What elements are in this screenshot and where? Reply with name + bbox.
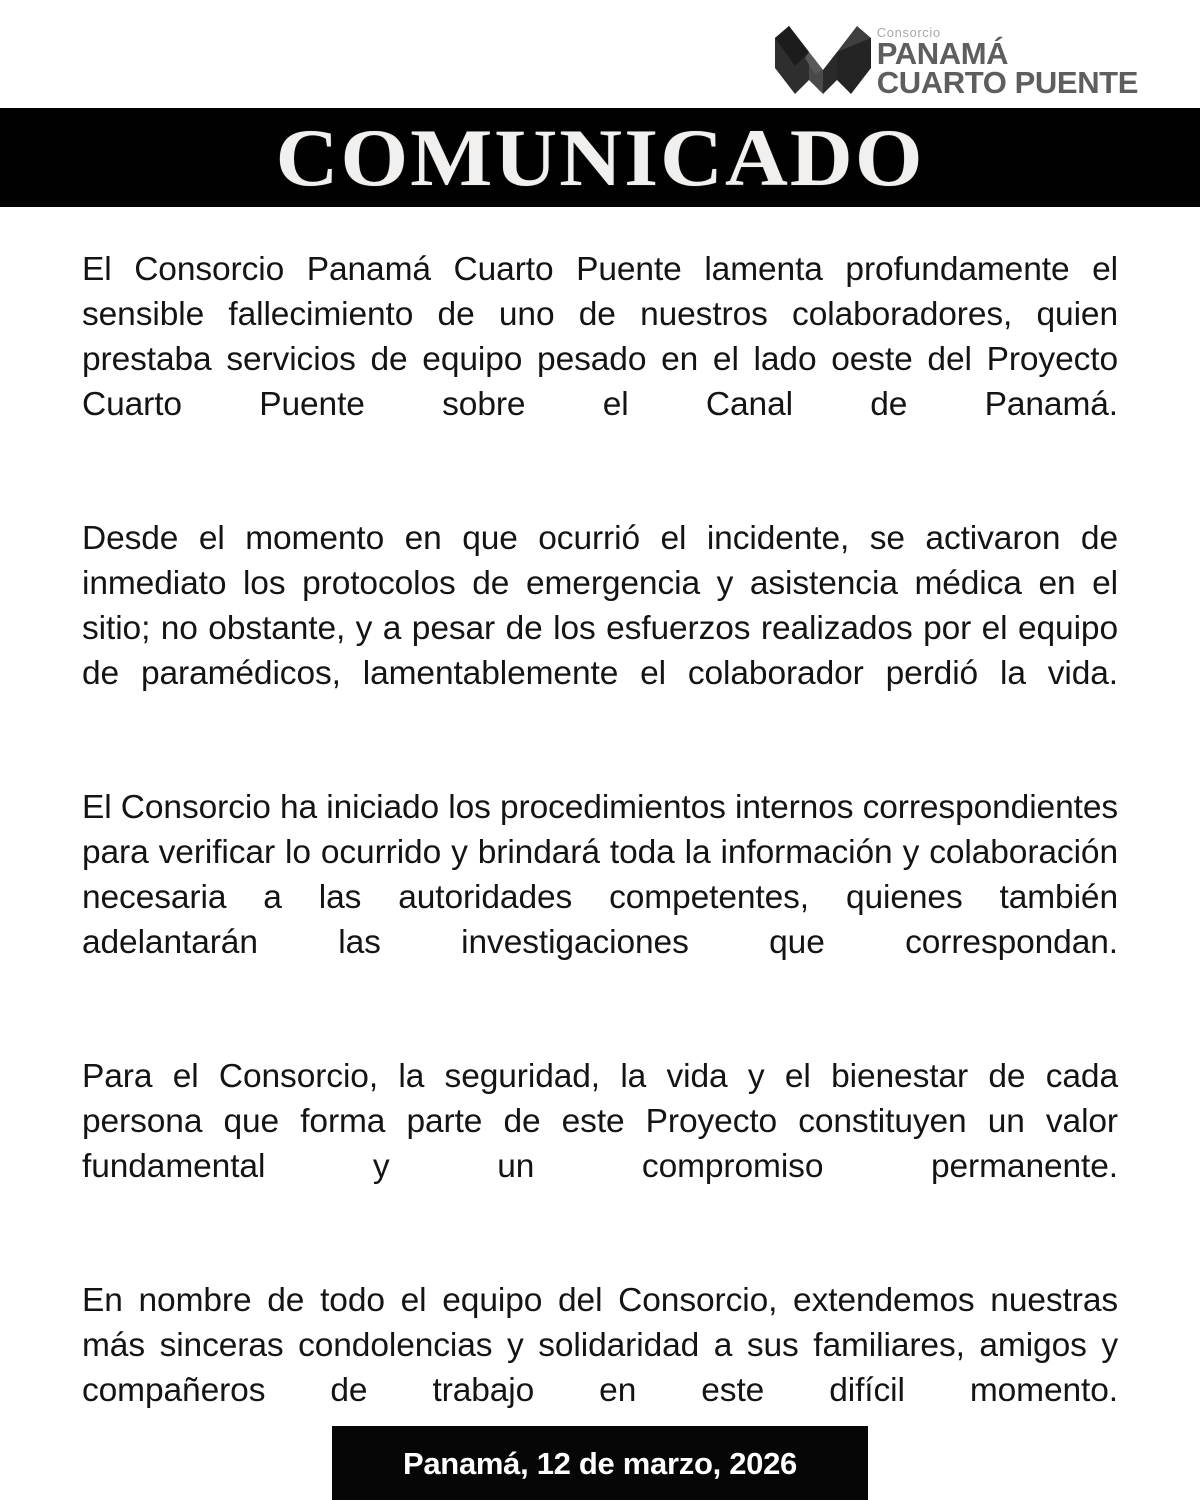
logo-eyebrow-consorcio: Consorcio bbox=[876, 25, 941, 40]
title-banner bbox=[0, 108, 1200, 207]
statement-body bbox=[82, 247, 1118, 1458]
page-title: COMUNICADO bbox=[275, 111, 925, 203]
logo-line-panama: PANAMÁ bbox=[876, 36, 1009, 71]
dateline-text: Panamá, 12 de marzo, 2026 bbox=[402, 1445, 797, 1481]
statement-paragraph: Desde el momento en que ocurrió el incidente, se activaron de inmediato los protocolos de emergencia y asistencia médica en el sitio; no obstante, y a pesar de los esfuerzos realizados por el equipo de paramédicos, lamentablemente el colaborador perdió la vida. bbox=[82, 520, 1118, 692]
statement-paragraph: Para el Consorcio, la seguridad, la vida y el bienestar de cada persona que forma parte de este Proyecto constituyen un valor fundamental y un compromiso permanente. bbox=[82, 1058, 1118, 1185]
logo-line-cuarto-puente: CUARTO PUENTE bbox=[876, 64, 1138, 100]
statement-paragraph: El Consorcio ha iniciado los procedimientos internos correspondientes para verificar lo ocurrido y brindará toda la información y colaboración necesaria a las autoridades competentes, quienes también adelantarán las investigaciones que correspondan. bbox=[82, 789, 1118, 961]
consorcio-m-mark-icon bbox=[775, 22, 871, 94]
statement-paragraph: En nombre de todo el equipo del Consorcio, extendemos nuestras más sinceras condolencias y solidaridad a sus familiares, amigos y compañeros de trabajo en este difícil momento. bbox=[82, 1282, 1118, 1409]
document-header bbox=[0, 0, 1200, 108]
logo-wordmark bbox=[877, 22, 1138, 98]
consorcio-logo bbox=[775, 22, 1138, 98]
date-banner bbox=[332, 1426, 868, 1500]
statement-paragraph: El Consorcio Panamá Cuarto Puente lamenta profundamente el sensible fallecimiento de uno de nuestros colaboradores, quien prestaba servicios de equipo pesado en el lado oeste del Proyecto Cuarto Puente sobre el Canal de Panamá. bbox=[82, 251, 1118, 423]
